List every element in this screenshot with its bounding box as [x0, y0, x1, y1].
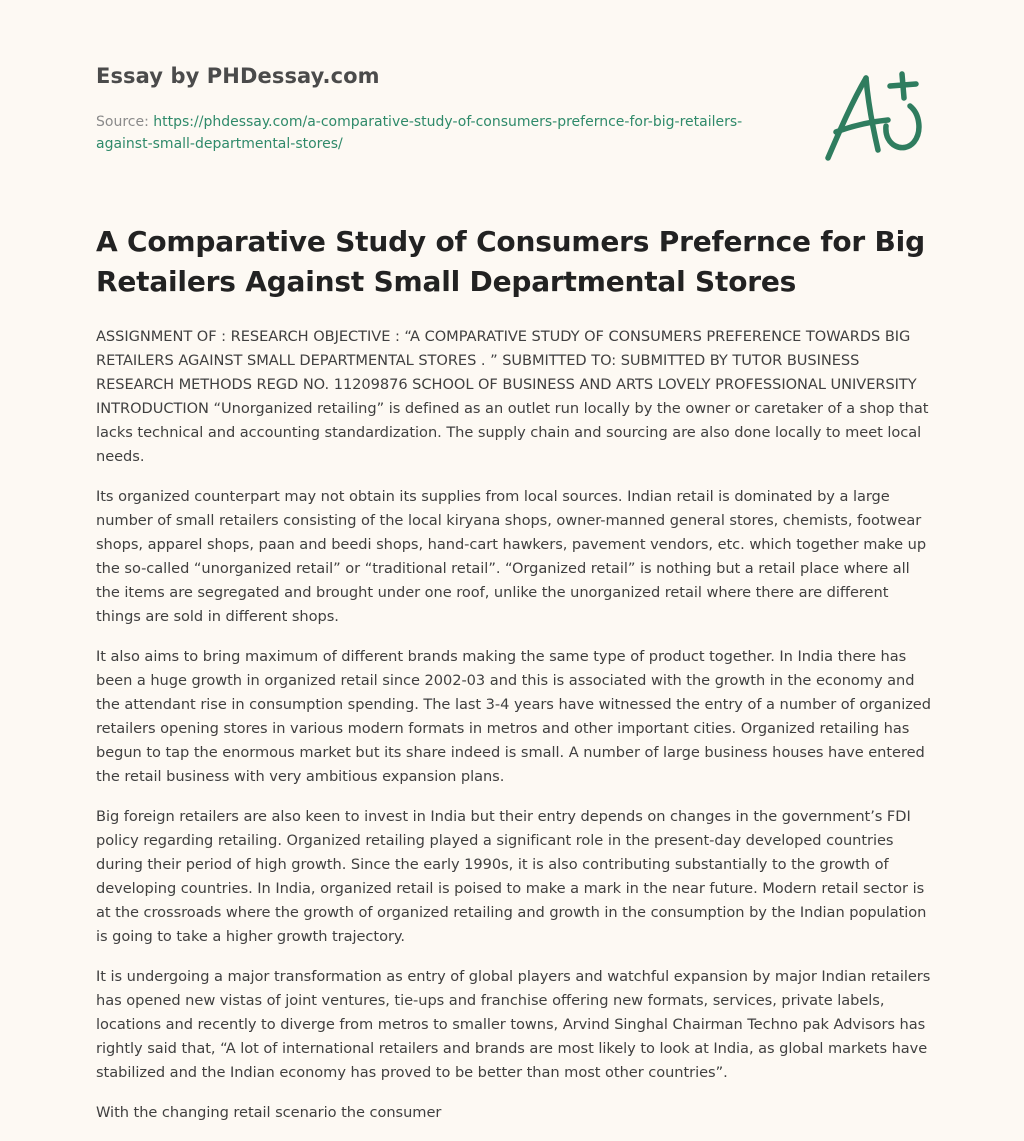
paragraph: It also aims to bring maximum of different brands making the same type of product together. In India there has been a huge growth in organized retail since 2002-03 and this is associated with the growth in the economy and the attendant rise in consumption spending. The last 3-4 years have witnessed the entry of a number of organized retailers opening stores in various modern formats in metros and other important cities. Organized retailing has begun to tap the enormous market but its share indeed is small. A number of large business houses have entered the retail business with very ambitious expansion plans.	[96, 648, 931, 785]
essay-title: A Comparative Study of Consumers Prefernce for Big Retailers Against Small Departmental Stores	[96, 225, 925, 298]
paragraph: Big foreign retailers are also keen to invest in India but their entry depends on changes in the government’s FDI policy regarding retailing. Organized retailing played a significant role in the present-day developed countries during their period of high growth. Since the early 1990s, it is also contributing substantially to the growth of developing countries. In India, organized retail is poised to make a mark in the near future. Modern retail sector is at the crossroads where the growth of organized retailing and growth in the consumption by the Indian population is going to take a higher growth trajectory.	[96, 808, 927, 945]
paragraph: ASSIGNMENT OF : RESEARCH OBJECTIVE : “A COMPARATIVE STUDY OF CONSUMERS PREFERENCE TOWARDS BIG RETAILERS AGAINST SMALL DEPARTMENTAL STORES . ” SUBMITTED TO: SUBMITTED BY TUTOR BUSINESS RESEARCH METHODS REGD NO. 11209876 SCHOOL OF BUSINESS AND ARTS LOVELY PROFESSIONAL UNIVERSITY INTRODUCTION “Unorganized retailing” is defined as an outlet run locally by the owner or caretaker of a shop that lacks technical and accounting standardization. The supply chain and sourcing are also done locally to meet local needs.	[96, 328, 929, 465]
site-title: Essay by PHDessay.com	[96, 64, 380, 88]
essay-body	[96, 325, 936, 1141]
source-line	[96, 111, 756, 155]
a-plus-grade-icon	[822, 62, 932, 172]
source-link[interactable]: https://phdessay.com/a-comparative-study-of-consumers-prefernce-for-big-retailers-against-small-departmental-stores/	[96, 114, 743, 152]
source-label: Source:	[96, 114, 154, 130]
paragraph: With the changing retail scenario the consumer	[96, 1104, 442, 1121]
paragraph: Its organized counterpart may not obtain its supplies from local sources. Indian retail is dominated by a large number of small retailers consisting of the local kiryana shops, owner-manned general stores, chemists, footwear shops, apparel shops, paan and beedi shops, hand-cart hawkers, pavement vendors, etc. which together make up the so-called “unorganized retail” or “traditional retail”. “Organized retail” is nothing but a retail place where all the items are segregated and brought under one roof, unlike the unorganized retail where there are different things are sold in different shops.	[96, 488, 927, 625]
paragraph: It is undergoing a major transformation as entry of global players and watchful expansion by major Indian retailers has opened new vistas of joint ventures, tie-ups and franchise offering new formats, services, private labels, locations and recently to diverge from metros to smaller towns, Arvind Singhal Chairman Techno pak Advisors has rightly said that, “A lot of international retailers and brands are most likely to look at India, as global markets have stabilized and the Indian economy has proved to be better than most other countries”.	[96, 968, 931, 1081]
